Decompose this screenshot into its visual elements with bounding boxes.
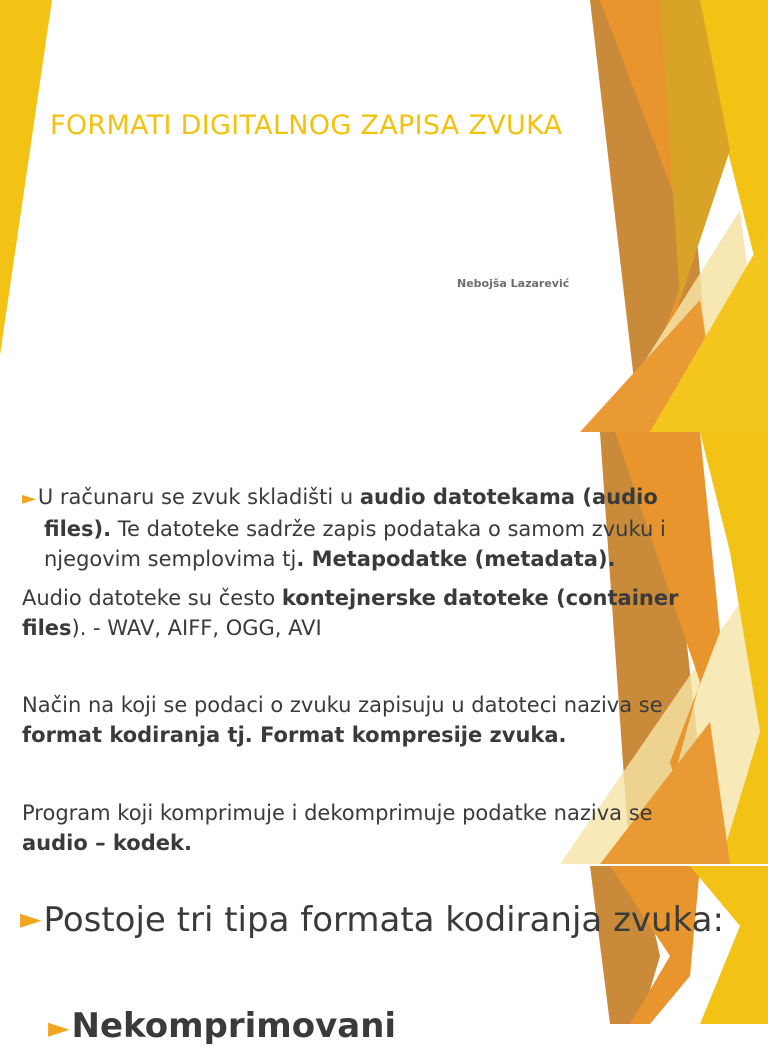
slide-title: FORMATI DIGITALNOG ZAPISA ZVUKA xyxy=(50,110,563,141)
decorative-shapes xyxy=(0,866,768,1024)
right-gold-shape-1 xyxy=(690,866,768,1024)
left-gold-strip xyxy=(0,0,52,355)
types-slide xyxy=(0,866,768,1046)
paragraph-container-files: Audio datoteke su često kontejnerske datoteke (container files). - WAV, AIFF, OGG, AVI xyxy=(22,586,679,640)
paragraph-audio-files: ►U računaru se zvuk skladišti u audio datotekama (audio files). Te datoteke sadrže zapis podataka o samom zvuku i njegovim semplovima tj. Metapodatke (metadata). xyxy=(22,485,666,571)
arrow-bullet-icon: ► xyxy=(48,1011,70,1044)
arrow-bullet-icon: ► xyxy=(20,902,42,935)
slide-heading: ►Postoje tri tipa formata kodiranja zvuka: xyxy=(20,900,724,940)
title-slide xyxy=(0,0,768,432)
arrow-bullet-icon: ► xyxy=(22,488,36,509)
paragraph-audio-kodek: Program koji komprimuje i dekomprimuje podatke naziva se audio – kodek. xyxy=(22,801,653,855)
author-name: Nebojša Lazarević xyxy=(457,277,570,290)
content-slide xyxy=(0,432,768,864)
list-item: ►Nekomprimovani xyxy=(48,1006,397,1046)
paragraph-format-kodiranja: Način na koji se podaci o zvuku zapisuju u datoteci naziva se format kodiranja tj. Format kompresije zvuka. xyxy=(22,693,663,747)
decorative-shapes xyxy=(0,0,768,432)
